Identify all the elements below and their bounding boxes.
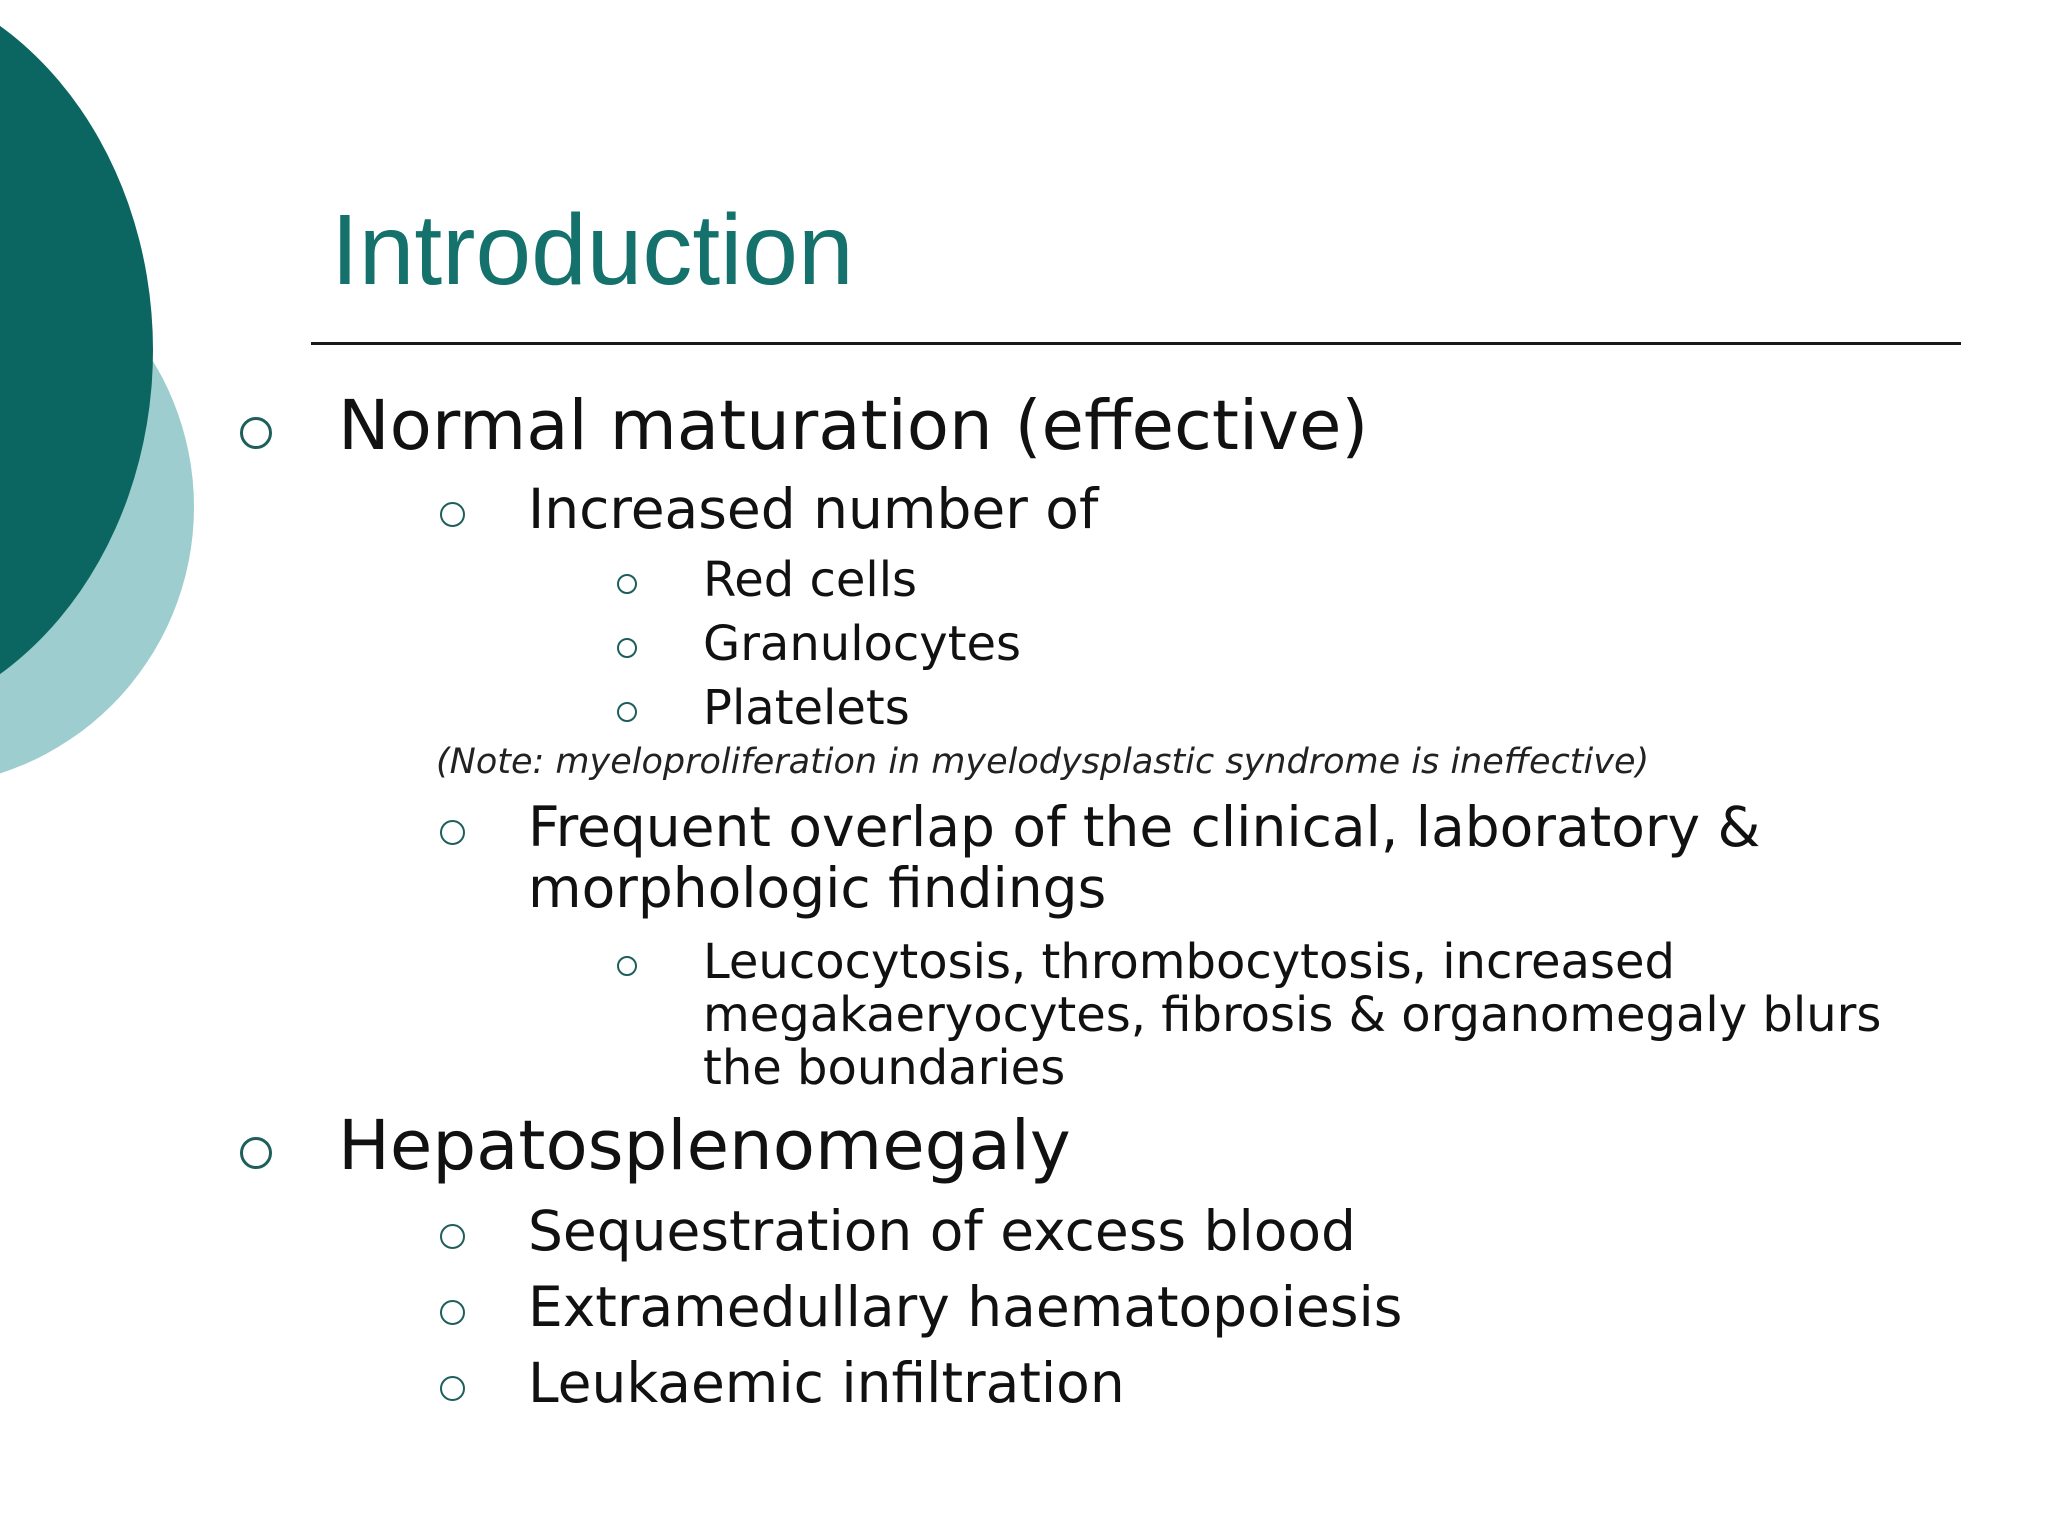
hollow-circle-icon bbox=[617, 574, 637, 594]
bullet-text: Red cells bbox=[703, 552, 918, 608]
bullet-text-line: Leucocytosis, thrombocytosis, increased bbox=[703, 934, 1675, 990]
hollow-circle-icon bbox=[440, 1300, 465, 1325]
bullet-text: Extramedullary haematopoiesis bbox=[528, 1275, 1403, 1339]
note-text: (Note: myeloproliferation in myelodysplastic syndrome is ineffective) bbox=[436, 742, 1650, 782]
bullet-normal-maturation bbox=[338, 386, 1369, 466]
bullet-text-line: Frequent overlap of the clinical, laboratory & bbox=[528, 795, 1761, 859]
bullet-text: Sequestration of excess blood bbox=[528, 1199, 1356, 1263]
bullet-granulocytes bbox=[703, 616, 1022, 672]
slide-title: Introduction bbox=[331, 194, 854, 306]
bullet-platelets bbox=[703, 680, 910, 736]
title-divider bbox=[311, 342, 1961, 345]
hollow-circle-icon bbox=[440, 820, 465, 845]
hollow-circle-icon bbox=[440, 1224, 465, 1249]
bullet-extramedullary bbox=[528, 1275, 1403, 1339]
bullet-text: Granulocytes bbox=[703, 616, 1022, 672]
hollow-circle-icon bbox=[617, 638, 637, 658]
bullet-frequent-overlap bbox=[528, 795, 1761, 920]
hollow-circle-icon bbox=[440, 1376, 465, 1401]
bullet-text: Hepatosplenomegaly bbox=[338, 1106, 1071, 1186]
hollow-circle-icon bbox=[240, 1137, 272, 1169]
hollow-circle-icon bbox=[617, 702, 637, 722]
bullet-text: Leukaemic infiltration bbox=[528, 1351, 1125, 1415]
bullet-leukaemic bbox=[528, 1351, 1125, 1415]
hollow-circle-icon bbox=[617, 956, 637, 976]
bullet-hepatosplenomegaly bbox=[338, 1106, 1071, 1186]
bullet-text: Increased number of bbox=[528, 477, 1099, 541]
bullet-text: Normal maturation (effective) bbox=[338, 386, 1369, 466]
hollow-circle-icon bbox=[240, 417, 272, 449]
bullet-text-line: morphologic findings bbox=[528, 856, 1107, 920]
bullet-text: Platelets bbox=[703, 680, 910, 736]
bullet-sequestration bbox=[528, 1199, 1356, 1263]
bullet-red-cells bbox=[703, 552, 918, 608]
bullet-leucocytosis bbox=[703, 934, 1882, 1096]
bullet-text-line: the boundaries bbox=[703, 1040, 1066, 1096]
hollow-circle-icon bbox=[440, 502, 465, 527]
bullet-increased-number bbox=[528, 477, 1099, 541]
bullet-text-line: megakaeryocytes, fibrosis & organomegaly blurs bbox=[703, 987, 1882, 1043]
